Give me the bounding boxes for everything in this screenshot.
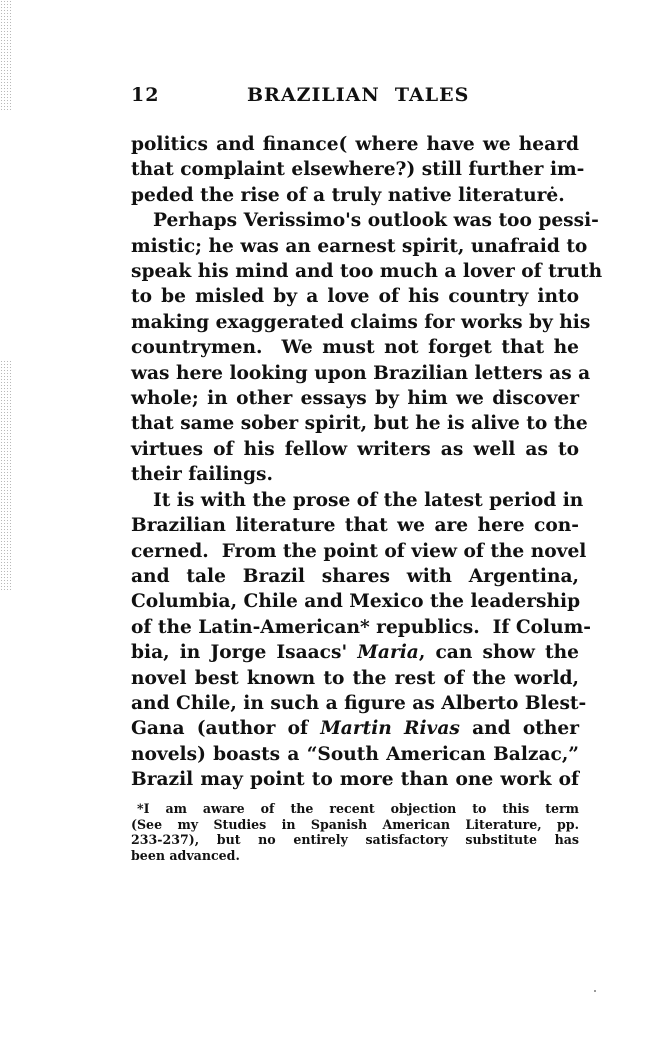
text-line: [131, 640, 579, 665]
text-line: novels) boasts a “South American Balzac,”: [131, 743, 579, 765]
text-line: of the Latin-American* republics. If Colum-: [131, 616, 591, 638]
text-line: mistic; he was an earnest spirit, unafraid to: [131, 235, 588, 257]
text-line: Brazil may point to more than one work of: [131, 769, 579, 791]
footnote-line: 233-237), but no entirely satisfactory substitute has: [131, 832, 579, 847]
text-line: to be misled by a love of his country into: [131, 286, 579, 308]
text-line: Brazilian literature that we are here con-: [131, 515, 579, 537]
text-segment: and other: [459, 718, 580, 740]
text-line: It is with the prose of the latest period in: [153, 489, 584, 511]
text-line: Perhaps Verissimo's outlook was too pessi-: [153, 210, 599, 232]
text-line: novel best known to the rest of the world,: [131, 667, 579, 689]
text-line: cerned. From the point of view of the novel: [131, 540, 587, 562]
page-edge-speckle-top: [0, 0, 12, 110]
text-line: was here looking upon Brazilian letters as a: [131, 362, 591, 384]
text-line: virtues of his fellow writers as well as to: [131, 438, 579, 460]
running-title: BRAZILIAN TALES: [247, 84, 470, 106]
text-line: whole; in other essays by him we discover: [131, 388, 579, 410]
text-line: peded the rise of a truly native literaturė.: [131, 184, 565, 206]
footnote-line: (See my Studies in Spanish American Literature, pp.: [131, 816, 579, 832]
footnote: [131, 801, 579, 863]
text-line: Columbia, Chile and Mexico the leadership: [131, 591, 581, 613]
text-line: that complaint elsewhere?) still further im-: [131, 159, 585, 181]
page-number: 12: [131, 84, 160, 106]
text-line: and Chile, in such a figure as Alberto Blest-: [131, 692, 587, 714]
text-line: politics and finance( where have we heard: [131, 134, 579, 155]
text-line: speak his mind and too much a lover of truth: [131, 261, 603, 283]
text-segment: bia, in Jorge Isaacs': [131, 642, 358, 664]
text-segment: , can show the: [418, 642, 579, 664]
text-line: and tale Brazil shares with Argentina,: [131, 565, 579, 587]
text-line: making exaggerated claims for works by his: [131, 311, 591, 333]
page-edge-speckle-middle: [0, 360, 12, 590]
book-title-martin-rivas: Martin Rivas: [320, 718, 460, 740]
page-header: [131, 84, 579, 108]
footnote-line: been advanced.: [131, 847, 240, 863]
text-segment: Gana (author of: [131, 718, 321, 740]
text-line: their failings.: [131, 464, 273, 486]
footnote-line: *I am aware of the recent objection to this term: [137, 801, 579, 816]
text-line: countrymen. We must not forget that he: [131, 337, 579, 359]
book-title-maria: Maria: [357, 642, 419, 664]
text-line: that same sober spirit, but he is alive to the: [131, 413, 588, 435]
paper-speck: [594, 990, 596, 992]
text-line: [131, 716, 579, 741]
body-text: [131, 132, 603, 793]
